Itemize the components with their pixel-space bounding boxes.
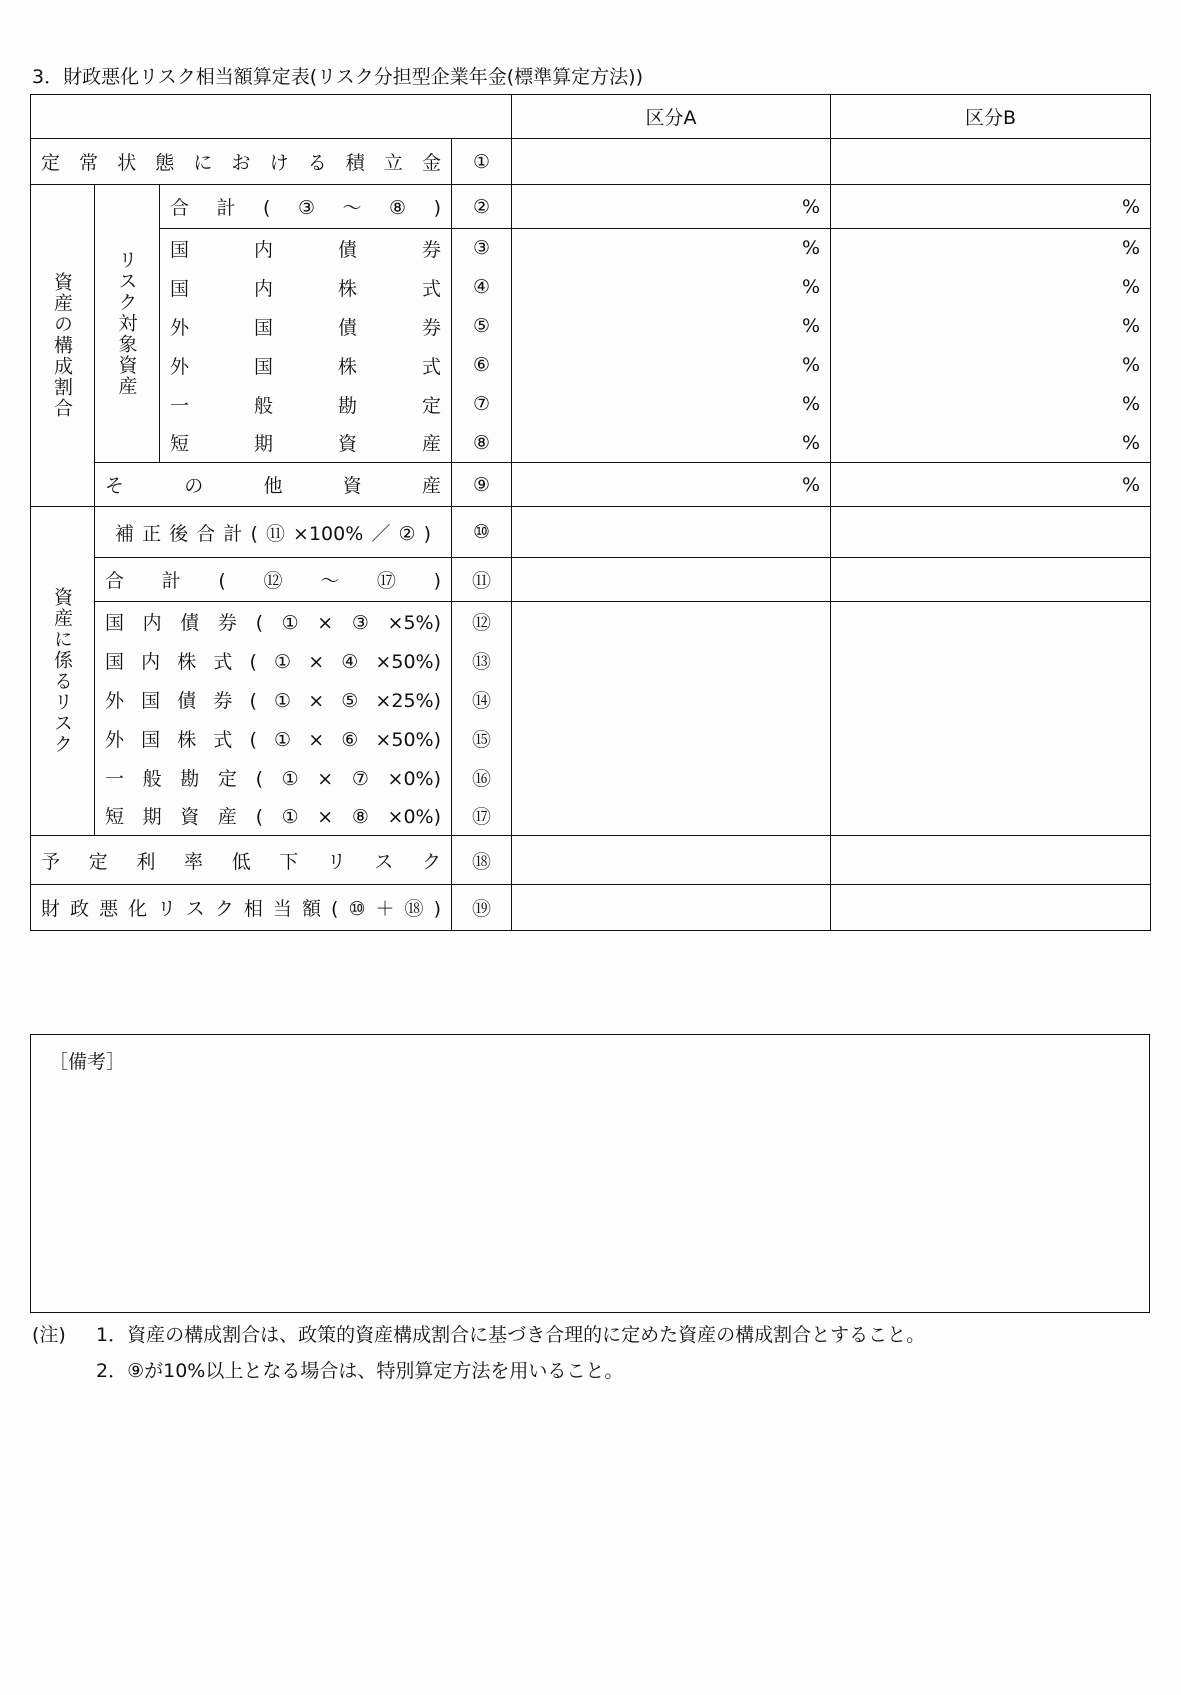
row-label: 外国債券(①×⑤×25%) [95,680,452,719]
row-number: ① [452,139,512,185]
value-b[interactable] [831,836,1151,885]
table-row [31,307,1151,346]
table-row [31,680,1151,719]
remarks-label: ［備考］ [49,1051,126,1073]
group-composition: 資産の構成割合 [31,185,95,507]
value-b[interactable] [831,719,1151,758]
row-label: 定常状態における積立金 [31,139,452,185]
value-a[interactable] [512,602,831,641]
row-label: 国内債券(①×③×5%) [95,602,452,641]
row-number: ② [452,185,512,229]
value-a[interactable]: % [512,229,831,268]
value-a[interactable]: % [512,185,831,229]
row-label: 外国債券 [160,307,452,346]
row-number: ⑥ [452,346,512,385]
table-row [31,185,1151,229]
row-label: 補正後合計(⑪×100%／②) [95,507,452,558]
row-number: ⑪ [452,558,512,602]
value-a[interactable] [512,885,831,931]
table-row [31,797,1151,836]
row-label: 短期資産 [160,424,452,463]
row-number: ⑦ [452,385,512,424]
value-a[interactable] [512,797,831,836]
row-number: ⑤ [452,307,512,346]
value-a[interactable] [512,507,831,558]
header-row [31,95,1151,139]
row-number: ④ [452,268,512,307]
value-b[interactable] [831,641,1151,680]
value-b[interactable] [831,558,1151,602]
row-label: その他資産 [95,463,452,507]
group-asset-risk: 資産に係るリスク [31,507,95,836]
header-blank [31,95,512,139]
column-header-a: 区分A [512,95,831,139]
value-b[interactable]: % [831,424,1151,463]
row-number: ⑬ [452,641,512,680]
row-label: 短期資産(①×⑧×0%) [95,797,452,836]
table-row [31,758,1151,797]
table-row [31,507,1151,558]
value-b[interactable]: % [831,346,1151,385]
value-b[interactable]: % [831,268,1151,307]
row-number: ⑭ [452,680,512,719]
row-label: 国内株式 [160,268,452,307]
value-b[interactable] [831,758,1151,797]
row-number: ⑲ [452,885,512,931]
row-label: 一般勘定(①×⑦×0%) [95,758,452,797]
value-b[interactable] [831,885,1151,931]
value-a[interactable] [512,836,831,885]
value-b[interactable] [831,507,1151,558]
row-number: ⑱ [452,836,512,885]
row-label: 国内株式(①×④×50%) [95,641,452,680]
table-row [31,385,1151,424]
note-prefix: (注) [32,1324,66,1346]
note-2: 2．⑨が10%以上となる場合は、特別算定方法を用いること。 [96,1360,624,1382]
row-number: ⑧ [452,424,512,463]
table-row [31,836,1151,885]
row-number: ⑰ [452,797,512,836]
row-number: ⑮ [452,719,512,758]
value-a[interactable] [512,758,831,797]
value-a[interactable] [512,719,831,758]
table-row [31,424,1151,463]
table-row [31,885,1151,931]
row-label: 国内債券 [160,229,452,268]
remarks-box[interactable] [30,1034,1150,1313]
row-label: 合計(⑫～⑰) [95,558,452,602]
value-a[interactable] [512,558,831,602]
table-row [31,139,1151,185]
value-b[interactable] [831,797,1151,836]
row-number: ⑨ [452,463,512,507]
table-row [31,602,1151,641]
table-row [31,268,1151,307]
row-label: 財政悪化リスク相当額(⑩＋⑱) [31,885,452,931]
risk-calculation-table [30,94,1151,931]
group-risk-assets: リスク対象資産 [95,185,160,463]
value-a[interactable] [512,139,831,185]
note-1: 1．資産の構成割合は、政策的資産構成割合に基づき合理的に定めた資産の構成割合とすること。 [96,1324,926,1346]
value-b[interactable] [831,680,1151,719]
row-number: ⑩ [452,507,512,558]
value-b[interactable]: % [831,229,1151,268]
form-title: 3．財政悪化リスク相当額算定表(リスク分担型企業年金(標準算定方法)) [32,66,643,88]
value-a[interactable] [512,680,831,719]
value-a[interactable]: % [512,463,831,507]
table-row [31,346,1151,385]
value-b[interactable]: % [831,385,1151,424]
value-b[interactable]: % [831,185,1151,229]
row-label: 外国株式 [160,346,452,385]
row-number: ⑯ [452,758,512,797]
table-row [31,641,1151,680]
value-b[interactable] [831,139,1151,185]
row-label: 外国株式(①×⑥×50%) [95,719,452,758]
value-a[interactable] [512,641,831,680]
value-a[interactable]: % [512,424,831,463]
row-number: ⑫ [452,602,512,641]
value-b[interactable]: % [831,307,1151,346]
table-row [31,719,1151,758]
value-b[interactable]: % [831,463,1151,507]
table-row [31,229,1151,268]
row-number: ③ [452,229,512,268]
row-label: 予定利率低下リスク [31,836,452,885]
row-label: 合計(③～⑧) [160,185,452,229]
value-a[interactable]: % [512,385,831,424]
value-a[interactable]: % [512,268,831,307]
value-b[interactable] [831,602,1151,641]
value-a[interactable]: % [512,346,831,385]
table-row [31,463,1151,507]
value-a[interactable]: % [512,307,831,346]
column-header-b: 区分B [831,95,1151,139]
row-label: 一般勘定 [160,385,452,424]
table-row [31,558,1151,602]
